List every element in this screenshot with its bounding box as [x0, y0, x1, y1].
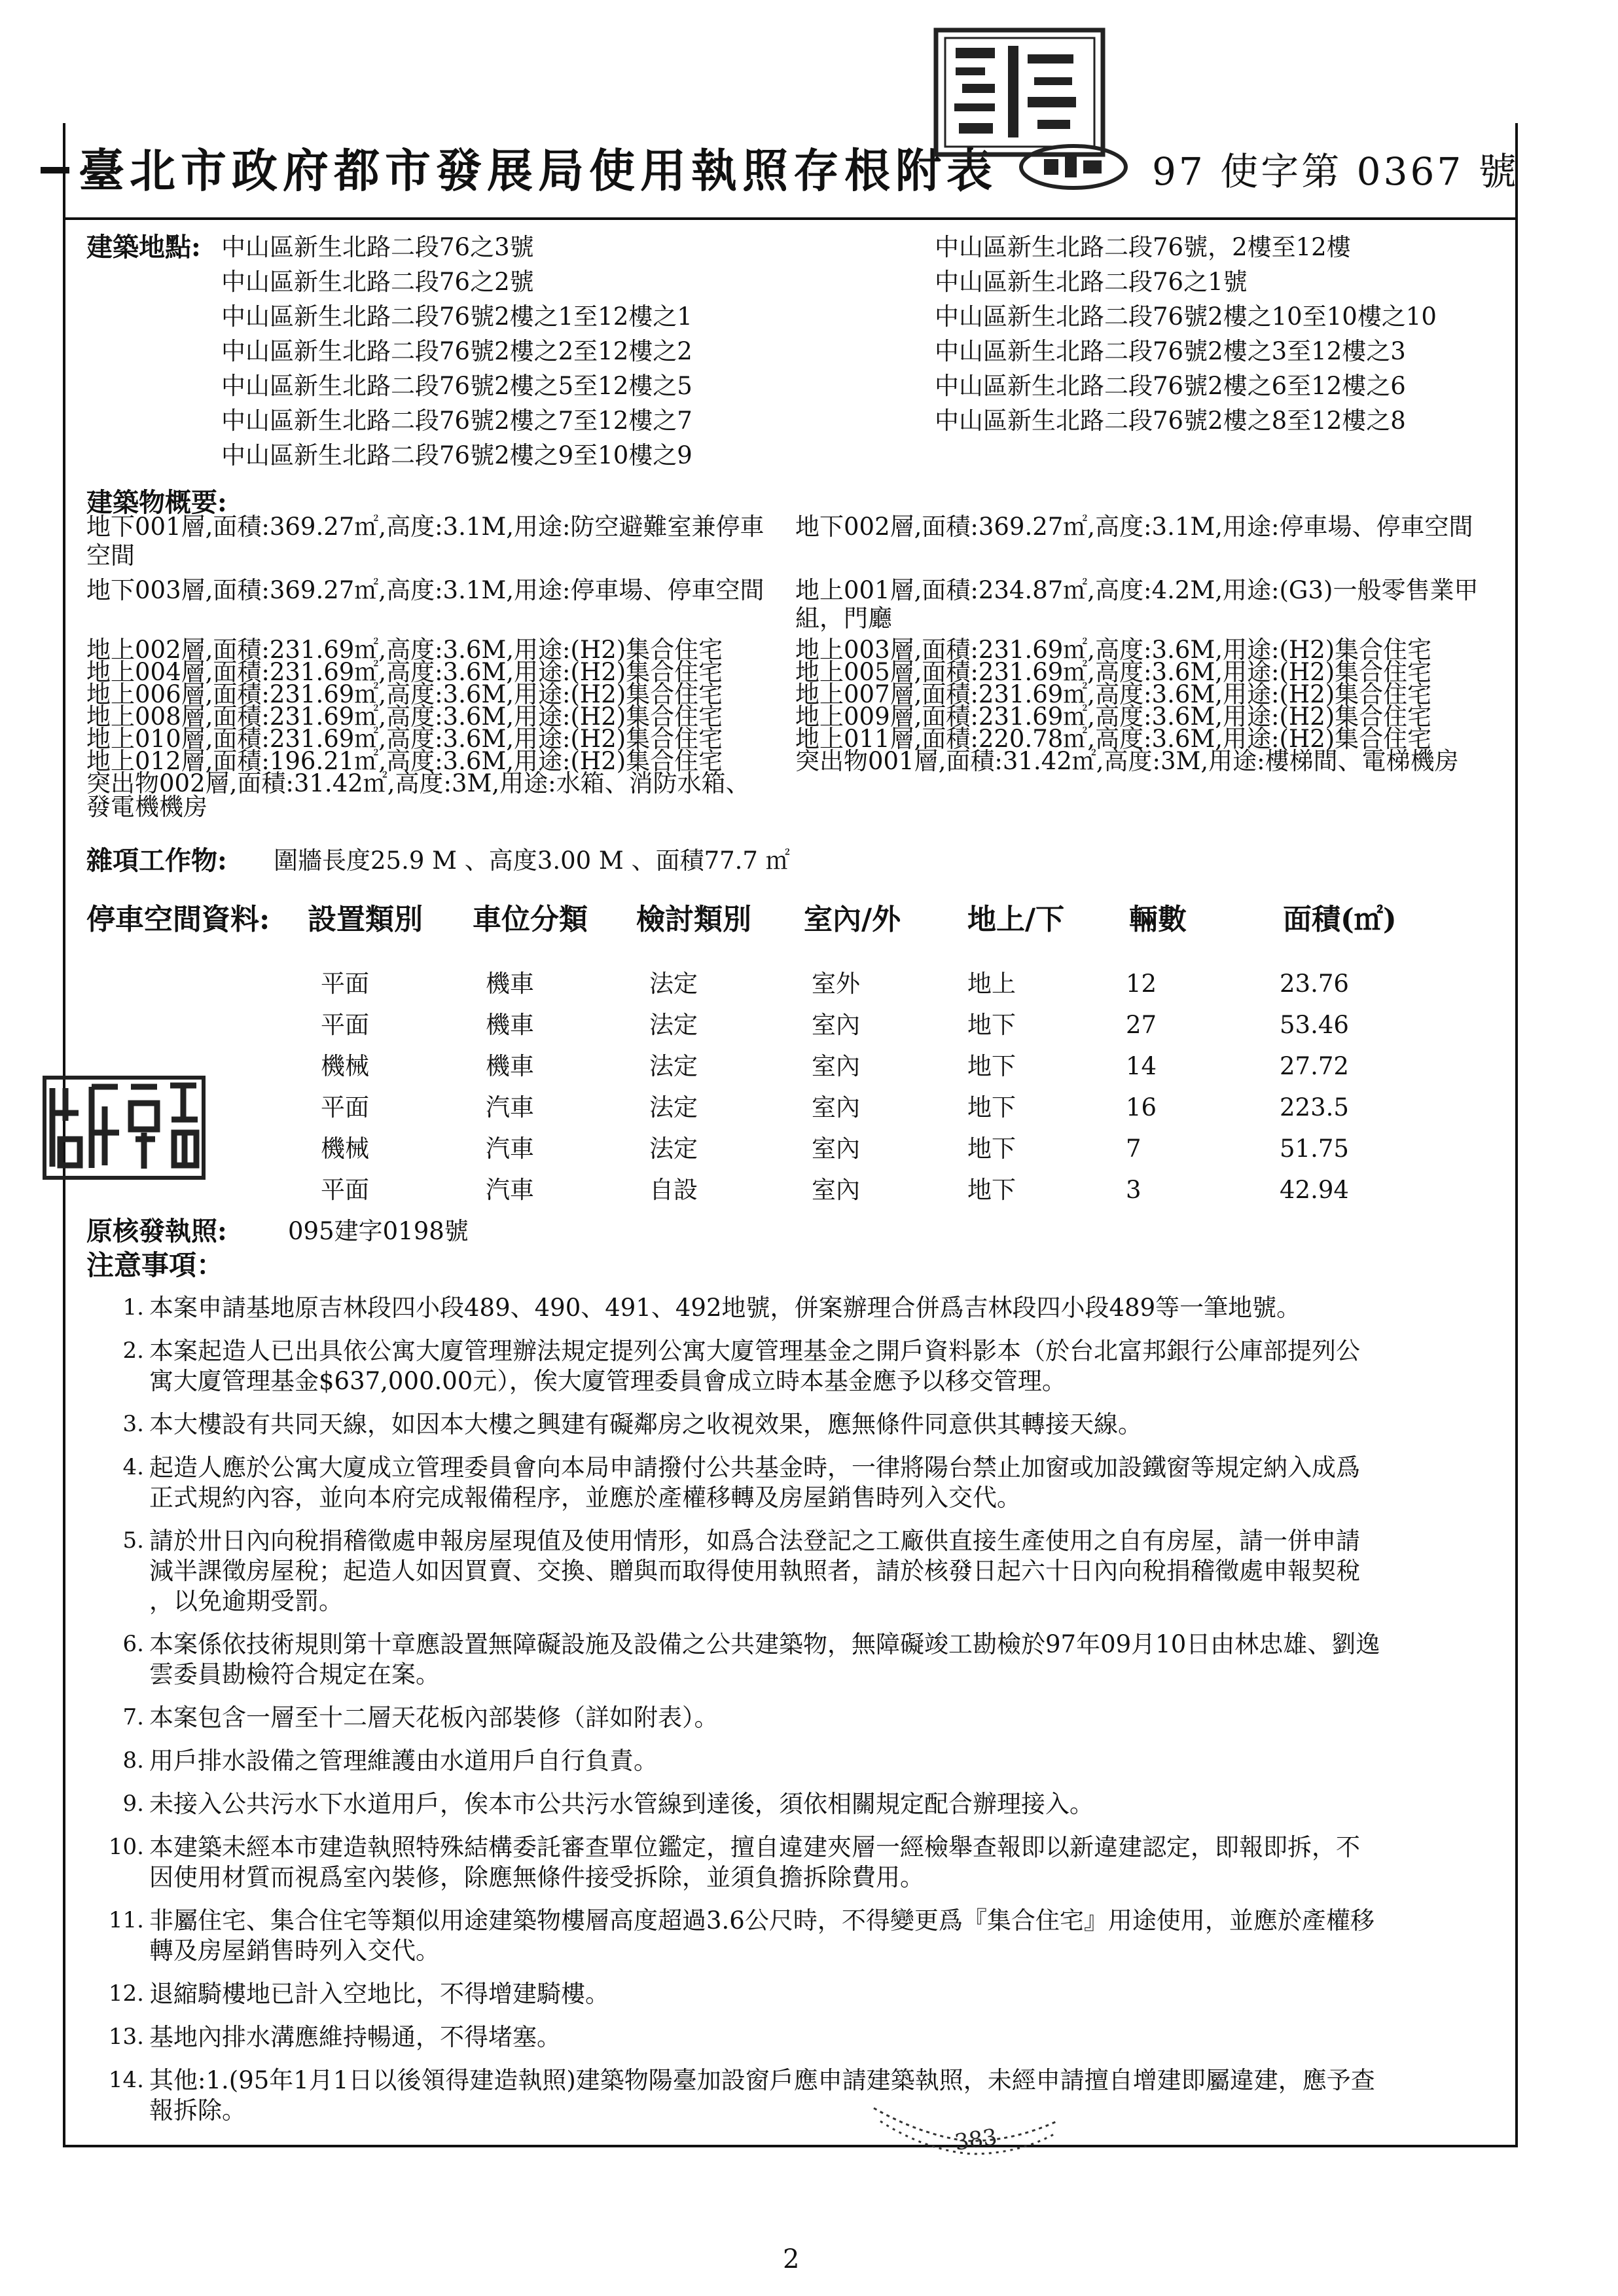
building-row-left: 地上012層,面積:196.21㎡,高度:3.6M,用途:(H2)集合住宅	[86, 747, 723, 775]
address-right-4: 中山區新生北路二段76號2樓之3至12樓之3	[935, 337, 1406, 365]
building-row-right: 突出物001層,面積:31.42㎡,高度:3M,用途:樓梯間、電梯機房	[795, 747, 1459, 775]
building-row-left: 地上002層,面積:231.69㎡,高度:3.6M,用途:(H2)集合住宅	[86, 636, 723, 664]
parking-cell: 23.76	[1280, 970, 1349, 998]
note-number: 10.	[108, 1834, 144, 1860]
address-left-4: 中山區新生北路二段76號2樓之2至12樓之2	[221, 337, 692, 365]
note-number: 13.	[108, 2024, 144, 2050]
parking-cell: 地下	[967, 1052, 1016, 1080]
parking-cell: 3	[1126, 1176, 1142, 1204]
parking-cell: 室內	[812, 1093, 860, 1121]
parking-cell: 地上	[967, 970, 1016, 998]
building-row-left: 空間	[86, 541, 135, 570]
building-row-left: 地下003層,面積:369.27㎡,高度:3.1M,用途:停車場、停車空間	[86, 576, 764, 604]
address-right-1: 中山區新生北路二段76號，2樓至12樓	[935, 233, 1351, 261]
parking-cell: 平面	[321, 1011, 369, 1039]
bottom-seal-mark	[867, 2095, 1064, 2167]
building-row-left: 地上006層,面積:231.69㎡,高度:3.6M,用途:(H2)集合住宅	[86, 680, 723, 708]
parking-cell: 法定	[649, 970, 698, 998]
parking-cell: 機械	[321, 1052, 369, 1080]
parking-cell: 汽車	[486, 1093, 534, 1121]
note-line: 減半課徵房屋稅；起造人如因買賣、交換、贈與而取得使用執照者，請於核發日起六十日內向稅捐稽徵處申報契稅	[149, 1557, 1360, 1585]
parking-cell: 法定	[649, 1011, 698, 1039]
note-number: 11.	[108, 1907, 144, 1933]
building-row-right: 地上005層,面積:231.69㎡,高度:3.6M,用途:(H2)集合住宅	[795, 658, 1432, 686]
parking-cell: 12	[1126, 970, 1157, 998]
note-number: 6.	[122, 1631, 144, 1657]
note-line: 本大樓設有共同天線，如因本大樓之興建有礙鄰房之收視效果，應無條件同意供其轉接天線。	[149, 1410, 1142, 1438]
bottom-seal-number: 383	[953, 2124, 999, 2156]
page-number: 2	[783, 2244, 800, 2274]
parking-cell: 27.72	[1280, 1052, 1349, 1080]
building-row-left: 地上008層,面積:231.69㎡,高度:3.6M,用途:(H2)集合住宅	[86, 702, 723, 731]
parking-cell: 汽車	[486, 1176, 534, 1204]
parking-cell: 汽車	[486, 1135, 534, 1163]
parking-cell: 223.5	[1280, 1093, 1349, 1121]
note-line: 本建築未經本市建造執照特殊結構委託審查單位鑑定，擅自違建夾層一經檢舉查報即以新違建認定，即報即拆，不	[149, 1833, 1360, 1861]
margin-mark	[41, 167, 69, 173]
parking-label: 停車空間資料:	[86, 903, 270, 936]
parking-header-indoor: 室內/外	[804, 903, 901, 936]
parking-cell: 機車	[486, 970, 534, 998]
parking-cell: 51.75	[1280, 1135, 1349, 1163]
parking-cell: 地下	[967, 1135, 1016, 1163]
parking-cell: 53.46	[1280, 1011, 1349, 1039]
parking-cell: 室內	[812, 1052, 860, 1080]
note-line: 報拆除。	[149, 2096, 246, 2124]
original-permit-value: 095建字0198號	[288, 1217, 469, 1245]
note-line: 轉及房屋銷售時列入交代。	[149, 1937, 440, 1965]
original-permit-label: 原核發執照:	[86, 1216, 227, 1247]
note-number: 5.	[122, 1527, 144, 1554]
note-line: 本案申請基地原吉林段四小段489、490、491、492地號，併案辦理合併爲吉林段四小段489等一筆地號。	[149, 1294, 1301, 1322]
note-line: 未接入公共污水下水道用戶，俟本市公共污水管線到達後，須依相關規定配合辦理接入。	[149, 1790, 1094, 1818]
parking-header-count: 輛數	[1129, 903, 1187, 936]
parking-cell: 室內	[812, 1011, 860, 1039]
note-number: 12.	[108, 1980, 144, 2007]
note-number: 1.	[122, 1294, 144, 1321]
parking-cell: 7	[1126, 1135, 1142, 1163]
parking-cell: 機械	[321, 1135, 369, 1163]
note-number: 14.	[108, 2067, 144, 2093]
parking-header-area: 面積(㎡)	[1283, 903, 1397, 936]
building-row-right: 地上009層,面積:231.69㎡,高度:3.6M,用途:(H2)集合住宅	[795, 702, 1432, 731]
address-left-6: 中山區新生北路二段76號2樓之7至12樓之7	[221, 407, 692, 435]
note-line: 非屬住宅、集合住宅等類似用途建築物樓層高度超過3.6公尺時，不得變更爲『集合住宅』用途使用，並應於產權移	[149, 1906, 1375, 1935]
page-title: 臺北市政府都市發展局使用執照存根附表	[79, 143, 998, 198]
note-line: 本案係依技術規則第十章應設置無障礙設施及設備之公共建築物，無障礙竣工勘檢於97年09月10日由林忠雄、劉逸	[149, 1630, 1380, 1658]
parking-cell: 14	[1126, 1052, 1157, 1080]
building-row-left: 地上004層,面積:231.69㎡,高度:3.6M,用途:(H2)集合住宅	[86, 658, 723, 686]
parking-cell: 機車	[486, 1011, 534, 1039]
note-line: 因使用材質而視爲室內裝修，除應無條件接受拆除，並須負擔拆除費用。	[149, 1863, 924, 1891]
note-line: 用戶排水設備之管理維護由水道用戶自行負責。	[149, 1747, 658, 1775]
address-right-5: 中山區新生北路二段76號2樓之6至12樓之6	[935, 372, 1406, 400]
misc-works-value: 圍牆長度25.9 M 、高度3.00 M 、面積77.7 ㎡	[274, 847, 790, 875]
note-line: 基地內排水溝應維持暢通，不得堵塞。	[149, 2023, 561, 2051]
address-right-6: 中山區新生北路二段76號2樓之8至12樓之8	[935, 407, 1406, 435]
parking-cell: 自設	[649, 1176, 698, 1204]
note-line: 起造人應於公寓大廈成立管理委員會向本局申請撥付公共基金時，一律將陽台禁止加窗或加設鐵窗等規定納入成爲	[149, 1453, 1360, 1482]
parking-cell: 室內	[812, 1176, 860, 1204]
parking-cell: 法定	[649, 1052, 698, 1080]
notes-label: 注意事項：	[86, 1249, 225, 1281]
parking-cell: 16	[1126, 1093, 1157, 1121]
building-row-left: 地下001層,面積:369.27㎡,高度:3.1M,用途:防空避難室兼停車	[86, 513, 764, 541]
note-line: 請於卅日內向稅捐稽徵處申報房屋現值及使用情形，如爲合法登記之工廠供直接生產使用之自有房屋，請一併申請	[149, 1527, 1360, 1555]
note-line: ，以免逾期受罰。	[149, 1587, 343, 1615]
note-line: 雲委員勘檢符合規定在案。	[149, 1660, 440, 1688]
parking-cell: 室外	[812, 970, 860, 998]
parking-cell: 法定	[649, 1135, 698, 1163]
building-row-left: 突出物002層,面積:31.42㎡,高度:3M,用途:水箱、消防水箱、	[86, 769, 750, 797]
address-left-7: 中山區新生北路二段76號2樓之9至10樓之9	[221, 441, 692, 469]
parking-cell: 室內	[812, 1135, 860, 1163]
note-line: 本案起造人已出具依公寓大廈管理辦法規定提列公寓大廈管理基金之開戶資料影本（於台北富邦銀行公庫部提列公	[149, 1337, 1360, 1365]
parking-cell: 平面	[321, 970, 369, 998]
header-rule	[63, 217, 1518, 220]
parking-cell: 平面	[321, 1176, 369, 1204]
building-overview-label: 建築物概要:	[86, 487, 227, 518]
parking-cell: 27	[1126, 1011, 1157, 1039]
address-left-1: 中山區新生北路二段76之3號	[221, 233, 534, 261]
note-number: 7.	[122, 1704, 144, 1730]
title-overlap-seal	[1018, 141, 1132, 193]
parking-header-review: 檢討類別	[636, 903, 751, 936]
note-number: 4.	[122, 1454, 144, 1480]
building-row-left: 地上010層,面積:231.69㎡,高度:3.6M,用途:(H2)集合住宅	[86, 725, 723, 753]
parking-cell: 地下	[967, 1176, 1016, 1204]
parking-header-class: 車位分類	[473, 903, 588, 936]
note-line: 正式規約內容，並向本府完成報備程序，並應於產權移轉及房屋銷售時列入交代。	[149, 1484, 1021, 1512]
note-line: 退縮騎樓地已計入空地比，不得增建騎樓。	[149, 1980, 609, 2008]
parking-cell: 機車	[486, 1052, 534, 1080]
parking-cell: 平面	[321, 1093, 369, 1121]
building-row-right: 地上003層,面積:231.69㎡,高度:3.6M,用途:(H2)集合住宅	[795, 636, 1432, 664]
parking-cell: 地下	[967, 1011, 1016, 1039]
building-row-right: 地下002層,面積:369.27㎡,高度:3.1M,用途:停車場、停車空間	[795, 513, 1473, 541]
parking-cell: 法定	[649, 1093, 698, 1121]
address-left-5: 中山區新生北路二段76號2樓之5至12樓之5	[221, 372, 692, 400]
address-label: 建築地點:	[86, 232, 201, 263]
misc-works-label: 雜項工作物:	[86, 845, 227, 876]
building-row-right: 組，門廳	[795, 604, 892, 632]
building-row-right: 地上011層,面積:220.78㎡,高度:3.6M,用途:(H2)集合住宅	[795, 725, 1432, 753]
building-row-right: 地上007層,面積:231.69㎡,高度:3.6M,用途:(H2)集合住宅	[795, 680, 1432, 708]
note-line: 其他:1.(95年1月1日以後領得建造執照)建築物陽臺加設窗戶應申請建築執照，未經申請擅自增建即屬違建，應予查	[149, 2066, 1375, 2094]
note-line: 本案包含一層至十二層天花板內部裝修（詳如附表）。	[149, 1704, 719, 1732]
note-line: 寓大廈管理基金$637,000.00元），俟大廈管理委員會成立時本基金應予以移交管理。	[149, 1367, 1066, 1395]
building-row-right: 地上001層,面積:234.87㎡,高度:4.2M,用途:(G3)一般零售業甲	[795, 576, 1479, 604]
building-row-left: 發電機機房	[86, 793, 207, 821]
parking-cell: 42.94	[1280, 1176, 1349, 1204]
note-number: 8.	[122, 1747, 144, 1774]
address-left-3: 中山區新生北路二段76號2樓之1至12樓之1	[221, 302, 692, 331]
document-number: 97 使字第 0367 號	[1152, 149, 1519, 194]
address-right-2: 中山區新生北路二段76之1號	[935, 268, 1248, 296]
address-left-2: 中山區新生北路二段76之2號	[221, 268, 534, 296]
parking-header-type: 設置類別	[308, 903, 423, 936]
note-number: 2.	[122, 1338, 144, 1364]
note-number: 3.	[122, 1411, 144, 1437]
note-number: 9.	[122, 1791, 144, 1817]
side-seal-stamp	[41, 1074, 207, 1182]
parking-cell: 地下	[967, 1093, 1016, 1121]
address-right-3: 中山區新生北路二段76號2樓之10至10樓之10	[935, 302, 1437, 331]
parking-header-level: 地上/下	[967, 903, 1065, 936]
